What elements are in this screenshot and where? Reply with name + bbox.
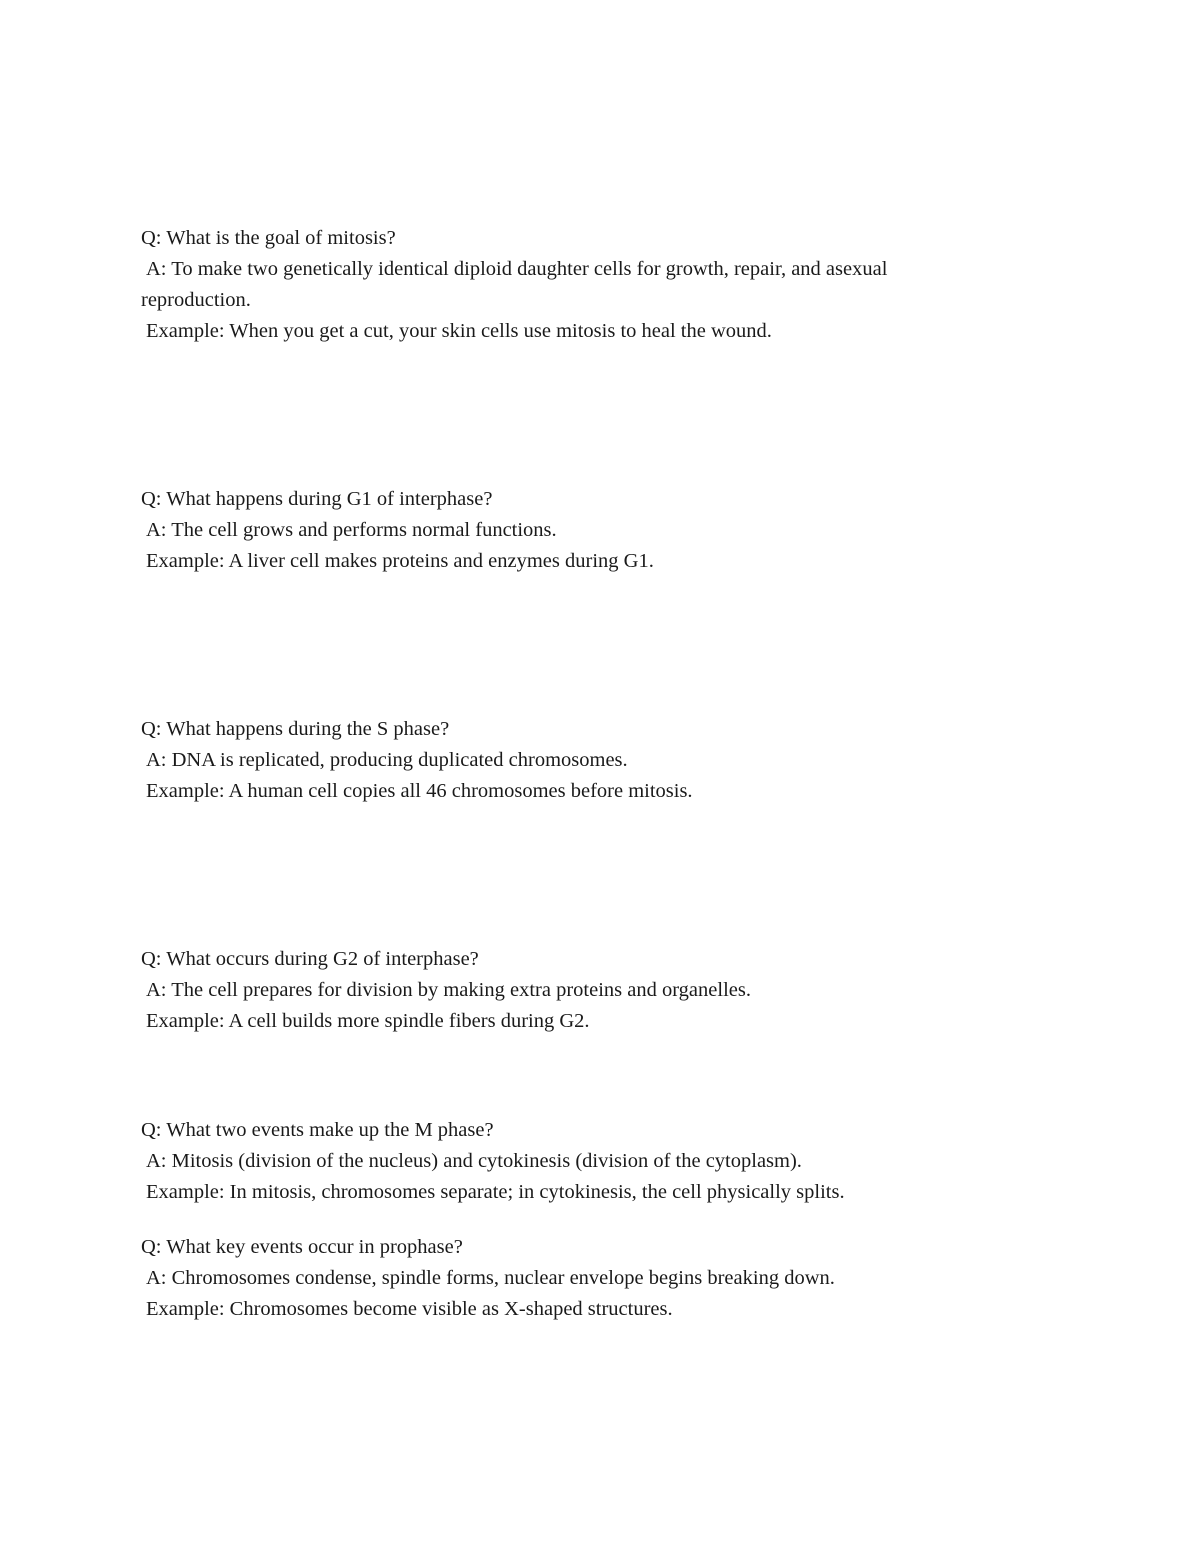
answer: A: DNA is replicated, producing duplicated chromosomes. <box>146 749 628 771</box>
question: Q: What happens during G1 of interphase? <box>141 488 493 510</box>
question: Q: What two events make up the M phase? <box>141 1119 494 1141</box>
answer: A: Chromosomes condense, spindle forms, nuclear envelope begins breaking down. <box>146 1267 835 1289</box>
qa-block-g1 <box>141 484 1041 577</box>
qa-block-prophase <box>141 1232 1041 1325</box>
answer: A: The cell prepares for division by making extra proteins and organelles. <box>146 979 751 1001</box>
example: Example: When you get a cut, your skin cells use mitosis to heal the wound. <box>146 320 772 342</box>
answer: A: To make two genetically identical diploid daughter cells for growth, repair, and asexual <box>146 258 888 280</box>
question: Q: What happens during the S phase? <box>141 718 450 740</box>
qa-block-mitosis-goal <box>141 223 1041 347</box>
example: Example: A liver cell makes proteins and enzymes during G1. <box>146 550 654 572</box>
answer: A: The cell grows and performs normal functions. <box>146 519 557 541</box>
question: Q: What is the goal of mitosis? <box>141 227 396 249</box>
answer: A: Mitosis (division of the nucleus) and cytokinesis (division of the cytoplasm). <box>146 1150 802 1172</box>
qa-block-g2 <box>141 944 1041 1037</box>
example: Example: A human cell copies all 46 chromosomes before mitosis. <box>146 780 693 802</box>
qa-block-m-phase <box>141 1115 1041 1208</box>
answer-continuation: reproduction. <box>141 289 251 311</box>
question: Q: What occurs during G2 of interphase? <box>141 948 479 970</box>
example: Example: In mitosis, chromosomes separate; in cytokinesis, the cell physically splits. <box>146 1181 845 1203</box>
question: Q: What key events occur in prophase? <box>141 1236 463 1258</box>
qa-block-s-phase <box>141 714 1041 807</box>
example: Example: A cell builds more spindle fibers during G2. <box>146 1010 590 1032</box>
example: Example: Chromosomes become visible as X-shaped structures. <box>146 1298 673 1320</box>
